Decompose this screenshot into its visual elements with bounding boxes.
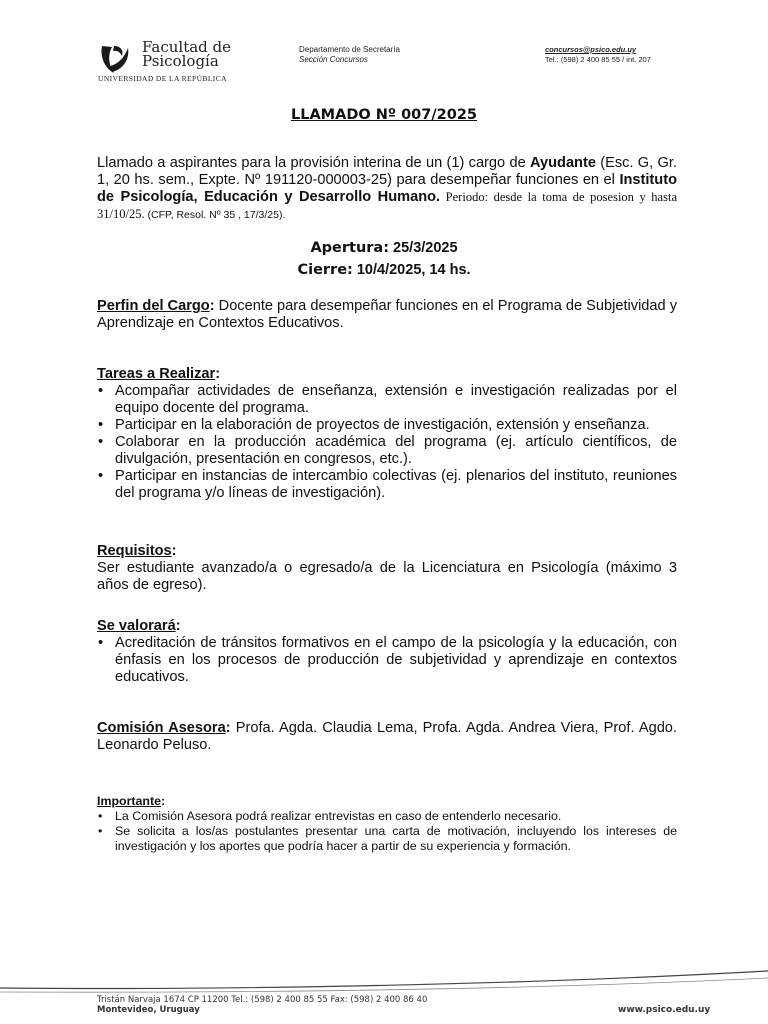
list-item: • Participar en la elaboración de proyectos de investigación, extensión y enseñanza. xyxy=(97,417,677,434)
intro-institute: Instituto de Psicología, Educación y Desarrollo Humano. xyxy=(97,172,677,205)
requisitos-section xyxy=(97,543,677,594)
intro-cfp: (CFP, Resol. Nº 35 , 17/3/25). xyxy=(144,209,286,221)
valorara-colon: : xyxy=(175,618,181,634)
contact-phone: Tel.: (598) 2 400 85 55 / int. 207 xyxy=(545,55,651,64)
footer-divider xyxy=(0,966,768,996)
list-item: • Participar en instancias de intercambio colectivas (ej. plenarios del instituto, reuniones del programa y/o líneas de investigación). xyxy=(97,468,677,502)
contact-email-link[interactable]: concursos@psico.edu.uy xyxy=(545,45,637,54)
comision-text: Profa. Agda. Claudia Lema, Profa. Agda. Andrea Viera, Prof. Agdo. Leonardo Peluso. xyxy=(97,720,677,753)
valorara-section xyxy=(97,618,677,686)
footer-city: Montevideo, Uruguay xyxy=(97,1005,200,1015)
footer-website-link[interactable]: www.psico.edu.uy xyxy=(618,1005,711,1015)
apertura-line xyxy=(0,240,768,256)
intro-paragraph xyxy=(97,155,677,224)
section-name: Sección Concursos xyxy=(299,55,368,64)
intro-text-2: (Esc. G, Gr. 1, 20 hs. sem., Expte. Nº 191120-000003-25) para desempeñar funciones en el xyxy=(97,155,677,188)
valorara-list xyxy=(97,635,677,686)
faculty-logo-icon xyxy=(98,42,132,76)
apertura-label: Apertura: xyxy=(310,240,390,256)
university-name: UNIVERSIDAD DE LA REPÚBLICA xyxy=(98,74,227,83)
perfil-heading: Perfin del Cargo xyxy=(97,298,210,314)
perfil-section xyxy=(97,298,677,332)
importante-list xyxy=(97,809,677,854)
perfil-colon: : xyxy=(209,298,215,314)
footer-address-line: Tristán Narvaja 1674 CP 11200 Tel.: (598) 2 400 85 55 Fax: (598) 2 400 86 40 xyxy=(97,995,428,1005)
list-item: • Se solicita a los/as postulantes presentar una carta de motivación, incluyendo los intereses de investigación y los aportes que podría hacer a partir de su experiencia y formación. xyxy=(97,824,677,854)
apertura-value: 25/3/2025 xyxy=(389,240,458,256)
faculty-name-line1: Facultad de xyxy=(142,38,232,56)
list-item: • Acompañar actividades de enseñanza, extensión e investigación realizadas por el equipo docente del programa. xyxy=(97,383,677,417)
comision-section xyxy=(97,720,677,754)
cierre-label: Cierre: xyxy=(297,262,353,278)
list-item: • Colaborar en la producción académica del programa (ej. artículo científicos, de divulgación, presentación en congresos, etc.). xyxy=(97,434,677,468)
importante-section xyxy=(97,794,677,854)
requisitos-heading: Requisitos xyxy=(97,543,172,559)
requisitos-colon: : xyxy=(171,543,177,559)
department-block xyxy=(299,45,400,65)
tareas-heading: Tareas a Realizar xyxy=(97,366,216,382)
faculty-name-line2: Psicología xyxy=(142,52,219,70)
importante-colon: : xyxy=(161,794,166,808)
comision-colon: : xyxy=(225,720,231,736)
list-item: • Acreditación de tránsitos formativos en el campo de la psicología y la educación, con énfasis en los procesos de producción de subjetividad y aprendizaje en contextos educativos. xyxy=(97,635,677,686)
list-item: • La Comisión Asesora podrá realizar entrevistas en caso de entenderlo necesario. xyxy=(97,809,677,824)
contact-block xyxy=(545,45,651,65)
footer-address xyxy=(97,995,427,1015)
intro-period: Periodo: desde la toma de posesion y hasta 31/10/25. xyxy=(97,190,677,221)
department-name: Departamento de Secretaría xyxy=(299,45,400,54)
requisitos-text: Ser estudiante avanzado/a o egresado/a de la Licenciatura en Psicología (máximo 3 años de egreso). xyxy=(97,560,677,593)
intro-text-1: Llamado a aspirantes para la provisión interina de un (1) cargo de xyxy=(97,155,530,171)
importante-heading: Importante xyxy=(97,794,162,808)
valorara-heading: Se valorará xyxy=(97,618,176,634)
document-title: LLAMADO Nº 007/2025 xyxy=(290,107,478,123)
perfil-text: Docente para desempeñar funciones en el Programa de Subjetividad y Aprendizaje en Contextos Educativos. xyxy=(97,298,678,331)
tareas-colon: : xyxy=(215,366,221,382)
faculty-name xyxy=(142,40,231,68)
tareas-list xyxy=(97,383,677,502)
comision-heading: Comisión Asesora xyxy=(97,720,226,736)
intro-role: Ayudante xyxy=(530,155,596,171)
tareas-section xyxy=(97,366,677,502)
cierre-line xyxy=(0,262,768,278)
cierre-value: 10/4/2025, 14 hs. xyxy=(352,262,471,278)
